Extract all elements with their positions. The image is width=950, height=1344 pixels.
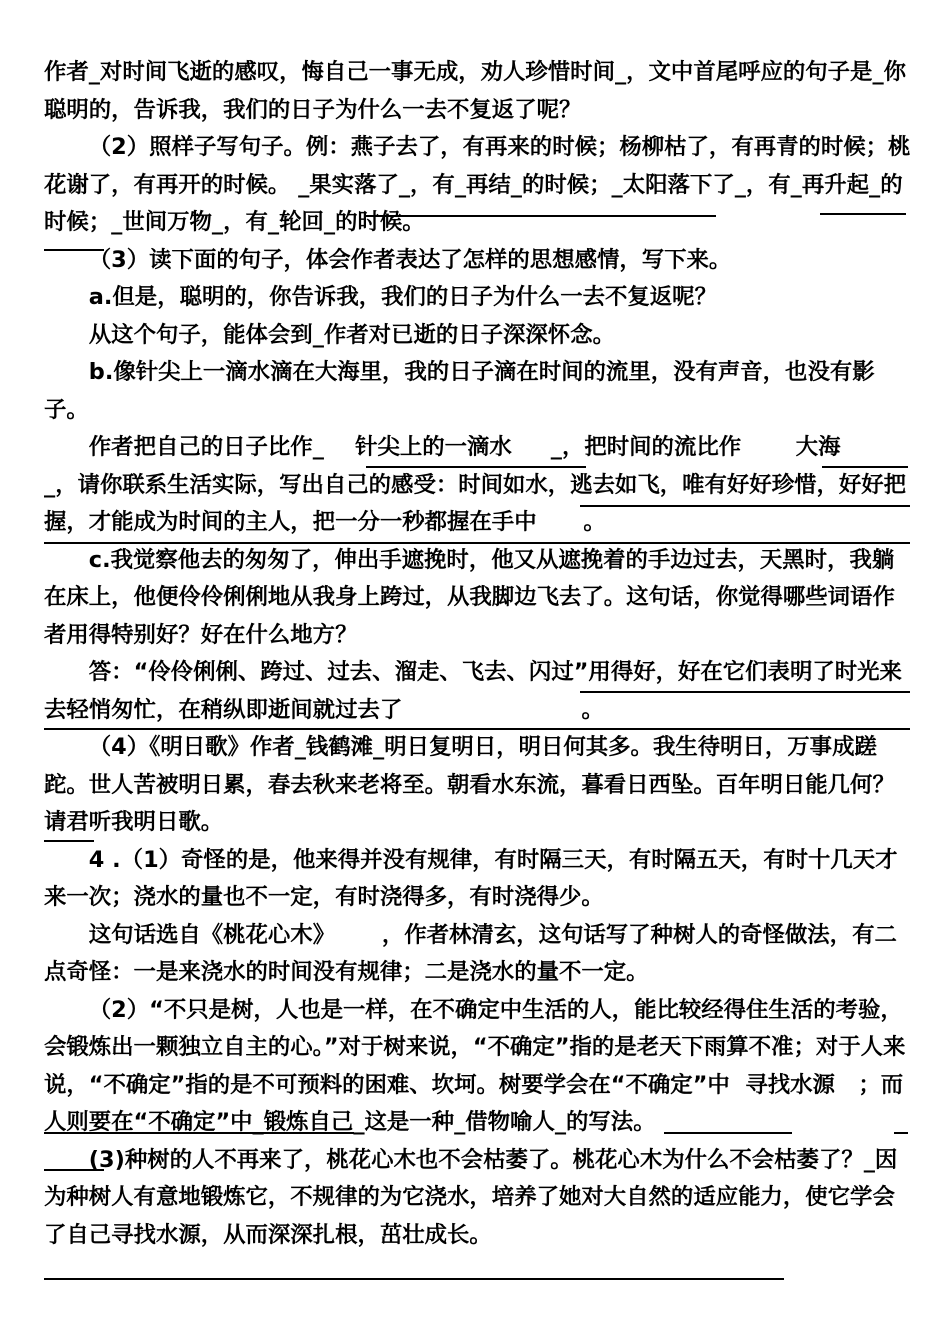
paragraph: （4）《明日歌》作者_钱鹤滩_明日复明日，明日何其多。我生待明日，万事成蹉跎。世人苦被明日累，春去秋来老将至。朝看水东流，暮看日西坠。百年明日能几何？请君听我明日歌。 xyxy=(44,734,895,835)
paragraph: （3）读下面的句子，体会作者表达了怎样的思想感情，写下来。 xyxy=(88,246,732,273)
answer-underline xyxy=(44,542,910,544)
answer-underline xyxy=(44,249,104,251)
answer-underline xyxy=(366,215,716,217)
answer-underline xyxy=(44,840,94,842)
paragraph: （2）“不只是树，人也是一样，在不确定中生活的人，能比较经得住生活的考验，会锻炼出一颗独立自主的心。”对于树来说，“不确定”指的是老天下雨算不准；对于人来说，“不确定”指的是不可预料的困难、坎坷。树要学会在“不确定”中 寻找水源 ；而人则要在“不确定”中_锻炼自己_这是一种_借物喻人_的写法。 xyxy=(44,996,906,1135)
paragraph: 从这个句子，能体会到_作者对已逝的日子深深怀念。 xyxy=(88,321,615,348)
answer-underline xyxy=(894,1132,908,1134)
answer-underline xyxy=(664,1132,792,1134)
paragraph: c.我觉察他去的匆匆了，伸出手遮挽时，他又从遮挽着的手边过去，天黑时，我躺在床上，他便伶伶俐俐地从我身上跨过，从我脚边飞去了。这句话，你觉得哪些词语作者用得特别好？好在什么地方？ xyxy=(44,546,895,648)
answer-underline xyxy=(580,691,910,693)
paragraph: 作者把自己的日子比作_ 针尖上的一滴水 _，把时间的流比作 大海 _，请你联系生活实际，写出自己的感受：时间如水，逃去如飞，唯有好好珍惜，好好把握，才能成为时间的主人，把一分一秒都握在手中 。 xyxy=(44,434,907,535)
paragraph: （2）照样子写句子。例：燕子去了，有再来的时候；杨柳枯了，有再青的时候；桃花谢了，有再开的时候。 _果实落了_，有_再结_的时候；_太阳落下了_，有_再升起_的时候；_世间万物_，有_轮回_的时候。 xyxy=(44,134,911,235)
answer-underline xyxy=(366,466,586,468)
answer-underline xyxy=(820,213,906,215)
answer-underline xyxy=(580,505,910,507)
answer-underline xyxy=(822,466,908,468)
paragraph: 这句话选自《桃花心木》 ，作者林清玄，这句话写了种树人的奇怪做法，有二点奇怪：一是来浇水的时间没有规律；二是浇水的量不一定。 xyxy=(44,921,897,985)
paragraph: 答：“伶伶俐俐、跨过、过去、溜走、飞去、闪过”用得好，好在它们表明了时光来去轻悄匆忙，在稍纵即逝间就过去了 。 xyxy=(44,659,902,723)
answer-underline xyxy=(44,1169,104,1171)
answer-underline xyxy=(44,728,910,730)
document-body xyxy=(44,54,912,1254)
paragraph: b.像针尖上一滴水滴在大海里，我的日子滴在时间的流里，没有声音，也没有影子。 xyxy=(44,359,875,423)
paragraph: 作者_对时间飞逝的感叹，悔自己一事无成，劝人珍惜时间_，文中首尾呼应的句子是_你聪明的，告诉我，我们的日子为什么一去不复返了呢？ xyxy=(44,59,907,123)
answer-underline xyxy=(44,1278,784,1280)
paragraph: a.但是，聪明的，你告诉我，我们的日子为什么一去不复返呢？ xyxy=(88,284,717,310)
answer-underline xyxy=(44,1132,354,1134)
paragraph: (3)种树的人不再来了，桃花心木也不会枯萎了。桃花心木为什么不会枯萎了？_因为种树人有意地锻炼它，不规律的为它浇水，培养了她对大自然的适应能力，使它学会了自己寻找水源，从而深深扎根，茁壮成长。 xyxy=(44,1146,898,1248)
paragraph: 4 .（1）奇怪的是，他来得并没有规律，有时隔三天，有时隔五天，有时十几天才来一次；浇水的量也不一定，有时浇得多，有时浇得少。 xyxy=(44,846,898,910)
